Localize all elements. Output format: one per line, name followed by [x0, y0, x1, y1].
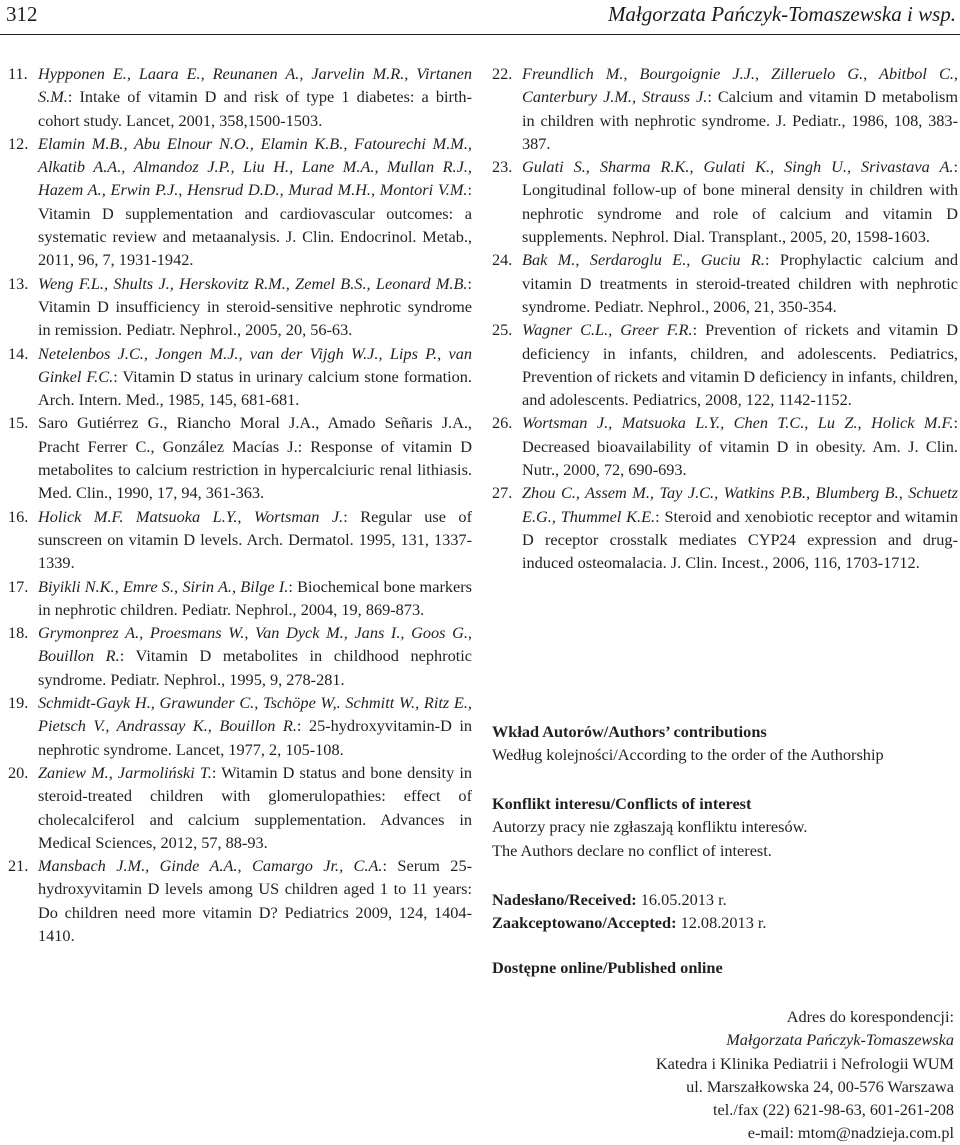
reference-number: 26. — [492, 413, 513, 433]
reference-number: 25. — [492, 320, 513, 340]
address-name: Małgorzata Pańczyk-Tomaszewska — [726, 1030, 954, 1050]
reference-authors: Schmidt-Gayk H., Grawunder C., Tschöpe W,. Schmitt W., Ritz E., Pietsch V., Andrassay K., Bouillon R. — [38, 693, 472, 736]
reference-item — [8, 691, 472, 761]
conflict-text-en: The Authors declare no conflict of interest. — [492, 840, 772, 860]
reference-text: : Vitamin D supplementation and cardiovascular outcomes: a systematic review and metaanalysis. J. Clin. Endocrinol. Metab., 2011, 96, 7, 1931-1942. — [38, 180, 472, 270]
reference-text: : Decreased bioavailability of vitamin D in obesity. Am. J. Clin. Nutr., 2000, 72, 690-693. — [522, 413, 958, 480]
reference-text: : Calcium and vitamin D metabolism in children with nephrotic syndrome. J. Pediatr., 1986, 108, 383-387. — [522, 87, 959, 153]
reference-number: 24. — [492, 250, 513, 270]
reference-text: : Prevention of rickets and vitamin D deficiency in infants, children, and adolescents. Pediatrics, Prevention of rickets and vitamin D deficiency in infants, children, and adolescents. Pediatrics, 2008, 122, 1142-1152. — [522, 320, 958, 410]
reference-number: 17. — [8, 576, 29, 596]
contributions-heading: Wkład Autorów/Authors’ contributions — [492, 722, 767, 741]
reference-authors: Wagner C.L., Greer F.R. — [522, 320, 693, 340]
reference-item — [8, 272, 472, 342]
reference-number: 27. — [492, 483, 513, 503]
dates-section — [492, 888, 958, 935]
reference-number: 19. — [8, 693, 29, 713]
reference-authors: Netelenbos J.C., Jongen M.J., van der Vijgh W.J., Lips P., van Ginkel F.C. — [38, 343, 472, 386]
reference-text: : Vitamin D status in urinary calcium stone formation. Arch. Intern. Med., 1985, 145, 681-681. — [38, 366, 472, 410]
reference-number: 16. — [8, 506, 29, 526]
reference-authors: Holick M.F. Matsuoka L.Y., Wortsman J. — [38, 506, 344, 526]
reference-text: : 25-hydroxyvitamin-D in nephrotic syndrome. Lancet, 1977, 2, 105-108. — [38, 716, 472, 759]
reference-number: 15. — [8, 413, 29, 433]
received-label: Nadesłano/Received: — [492, 890, 637, 909]
reference-item — [8, 854, 472, 947]
reference-text: Saro Gutiérrez G., Riancho Moral J.A., Amado Señaris J.A., Pracht Ferrer C., González Macías J.: Response of vitamin D metabolites to calcium restriction in hypercalciuric renal lithiasis. Med. Clin., 1990, 17, 94, 361-363. — [38, 413, 472, 503]
reference-item — [8, 621, 472, 691]
reference-authors: Bak M., Serdaroglu E., Guciu R. — [522, 250, 765, 270]
reference-item — [492, 62, 958, 155]
reference-authors: Grymonprez A., Proesmans W., Van Dyck M., Jans I., Goos G., Bouillon R. — [38, 623, 472, 666]
accepted-date: 12.08.2013 r. — [676, 913, 767, 933]
address-phone: tel./fax (22) 621-98-63, 601-261-208 — [713, 1100, 954, 1120]
reference-item — [8, 132, 472, 272]
address-email[interactable]: e-mail: mtom@nadzieja.com.pl — [747, 1123, 954, 1143]
references-left-column — [8, 62, 472, 947]
correspondence-address — [494, 1005, 954, 1145]
reference-item — [8, 761, 472, 854]
reference-authors: Zaniew M., Jarmoliński T. — [38, 762, 212, 782]
reference-text: : Steroid and xenobiotic receptor and witamin D receptor crosstalk mediates CYP24 expression and drug-induced osteomalacia. J. Clin. Incest., 2006, 116, 1703-1712. — [522, 506, 959, 573]
reference-number: 22. — [492, 64, 513, 83]
reference-item — [8, 342, 472, 412]
reference-number: 23. — [492, 157, 513, 177]
reference-number: 20. — [8, 762, 29, 782]
address-street: ul. Marszałkowska 24, 00-576 Warszawa — [686, 1076, 954, 1096]
reference-number: 12. — [8, 133, 29, 153]
reference-authors: Hypponen E., Laara E., Reunanen A., Jarvelin M.R., Virtanen S.M. — [38, 64, 472, 107]
reference-item — [492, 318, 958, 411]
reference-authors: Biyikli N.K., Emre S., Sirin A., Bilge I. — [38, 576, 289, 596]
reference-text: : Biochemical bone markers in nephrotic children. Pediatr. Nephrol., 2004, 19, 869-873. — [38, 576, 472, 619]
running-head: Małgorzata Pańczyk-Tomaszewska i wsp. — [607, 2, 956, 26]
reference-authors: Wortsman J., Matsuoka L.Y., Chen T.C., Lu Z., Holick M.F. — [522, 413, 954, 433]
reference-item — [8, 505, 472, 575]
reference-number: 21. — [8, 856, 29, 876]
reference-text: : Longitudinal follow-up of bone mineral density in children with nephrotic syndrome and role of calcium and vitamin D supplements. Nephrol. Dial. Transplant., 2005, 20, 1598-1603. — [522, 157, 958, 247]
received-date: 16.05.2013 r. — [636, 890, 727, 909]
address-department: Katedra i Klinika Pediatrii i Nefrologii WUM — [655, 1053, 954, 1073]
reference-item — [8, 575, 472, 622]
references-right-column — [492, 62, 958, 575]
reference-authors: Gulati S., Sharma R.K., Gulati K., Singh U., Srivastava A. — [522, 157, 954, 177]
conflict-text-pl: Autorzy pracy nie zgłaszają konfliktu interesów. — [492, 817, 808, 837]
conflict-heading: Konflikt interesu/Conflicts of interest — [492, 794, 752, 813]
contributions-text: Według kolejności/According to the order of the Authorship — [492, 745, 884, 765]
reference-text: : Regular use of sunscreen on vitamin D levels. Arch. Dermatol. 1995, 131, 1337-1339. — [38, 506, 472, 573]
reference-item — [8, 62, 472, 132]
reference-text: : Serum 25-hydroxyvitamin D levels among US children aged 1 to 11 years: Do children need more vitamin D? Pediatrics 2009, 124, 1404-1410. — [38, 856, 473, 945]
reference-authors: Freundlich M., Bourgoignie J.J., Zilleruelo G., Abitbol C., Canterbury J.M., Strauss J. — [522, 64, 958, 107]
reference-text: : Vitamin D insufficiency in steroid-sensitive nephrotic syndrome in remission. Pediatr. Nephrol., 2005, 20, 56-63. — [38, 273, 472, 340]
reference-authors: Mansbach J.M., Ginde A.A., Camargo Jr., C.A. — [38, 856, 383, 876]
reference-authors: Weng F.L., Shults J., Herskovitz R.M., Zemel B.S., Leonard M.B. — [38, 273, 468, 293]
published-section — [492, 956, 958, 979]
reference-text: : Vitamin D metabolites in childhood nephrotic syndrome. Pediatr. Nephrol., 1995, 9, 278-281. — [38, 646, 472, 689]
reference-number: 11. — [8, 64, 28, 83]
reference-text: : Witamin D status and bone density in steroid-treated children with glomerulopathies: effect of cholecalciferol and calcium supplementation. Advances in Medical Sciences, 2012, 57, 88-93. — [38, 762, 473, 852]
accepted-line — [492, 911, 958, 934]
reference-item — [492, 155, 958, 248]
reference-item — [492, 248, 958, 318]
reference-authors: Zhou C., Assem M., Tay J.C., Watkins P.B., Blumberg B., Schuetz E.G., Thummel K.E. — [522, 483, 958, 526]
contributions-section — [492, 720, 958, 767]
reference-text: : Intake of vitamin D and risk of type 1 diabetes: a birth-cohort study. Lancet, 2001, 358,1500-1503. — [38, 87, 472, 130]
reference-number: 18. — [8, 623, 29, 643]
reference-item — [8, 411, 472, 504]
accepted-label: Zaakceptowano/Accepted: — [492, 913, 677, 933]
reference-number: 14. — [8, 343, 29, 363]
published-heading: Dostępne online/Published online — [492, 958, 723, 977]
reference-item — [492, 411, 958, 481]
reference-text: : Prophylactic calcium and vitamin D treatments in steroid-treated children with nephrotic syndrome. Pediatr. Nephrol., 2006, 21, 350-354. — [522, 250, 958, 316]
page-number: 312 — [6, 2, 38, 26]
received-line — [492, 888, 958, 911]
conflict-section — [492, 792, 958, 862]
reference-authors: Elamin M.B., Abu Elnour N.O., Elamin K.B., Fatourechi M.M., Alkatib A.A., Almandoz J.P., Liu H., Lane M.A., Mullan R.J., Hazem A., Erwin P.J., Hensrud D.D., Murad M.H., Montori V.M. — [38, 133, 472, 200]
reference-item — [492, 481, 958, 574]
header-rule — [0, 34, 960, 35]
address-label: Adres do korespondencji: — [786, 1007, 954, 1026]
reference-number: 13. — [8, 273, 29, 293]
